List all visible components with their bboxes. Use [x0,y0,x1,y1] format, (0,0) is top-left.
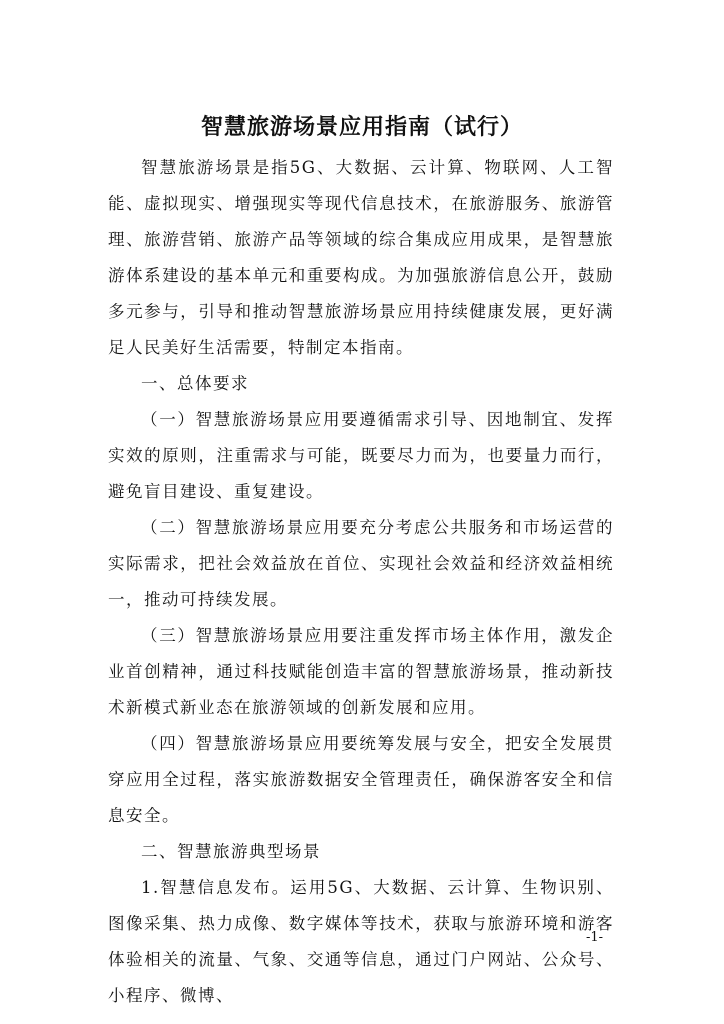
requirement-paragraph-1: （一）智慧旅游场景应用要遵循需求引导、因地制宜、发挥实效的原则，注重需求与可能，既要尽力而为，也要量力而行，避免盲目建设、重复建设。 [108,410,614,501]
section-heading-general-requirements: 一、总体要求 [141,374,249,393]
section-heading-typical-scenarios: 二、智慧旅游典型场景 [141,842,321,861]
intro-paragraph: 智慧旅游场景是指5G、大数据、云计算、物联网、人工智能、虚拟现实、增强现实等现代信息技术，在旅游服务、旅游管理、旅游营销、旅游产品等领域的综合集成应用成果，是智慧旅游体系建设的基本单元和重要构成。为加强旅游信息公开，鼓励多元参与，引导和推动智慧旅游场景应用持续健康发展，更好满足人民美好生活需要，特制定本指南。 [108,158,614,357]
requirement-paragraph-3: （三）智慧旅游场景应用要注重发挥市场主体作用，激发企业首创精神，通过科技赋能创造丰富的智慧旅游场景，推动新技术新模式新业态在旅游领域的创新发展和应用。 [108,626,614,717]
document-body [108,150,614,1014]
document-title: 智慧旅游场景应用指南（试行） [200,114,523,140]
requirement-paragraph-4: （四）智慧旅游场景应用要统筹发展与安全，把安全发展贯穿应用全过程，落实旅游数据安全管理责任，确保游客安全和信息安全。 [108,734,614,825]
requirement-paragraph-2: （二）智慧旅游场景应用要充分考虑公共服务和市场运营的实际需求，把社会效益放在首位、实现社会效益和经济效益相统一，推动可持续发展。 [108,518,614,609]
scenario-paragraph-1: 1.智慧信息发布。运用5G、大数据、云计算、生物识别、图像采集、热力成像、数字媒体等技术，获取与旅游环境和游客体验相关的流量、气象、交通等信息，通过门户网站、公众号、小程序、微博、 [108,878,614,1005]
page-number: -1- [586,930,604,945]
